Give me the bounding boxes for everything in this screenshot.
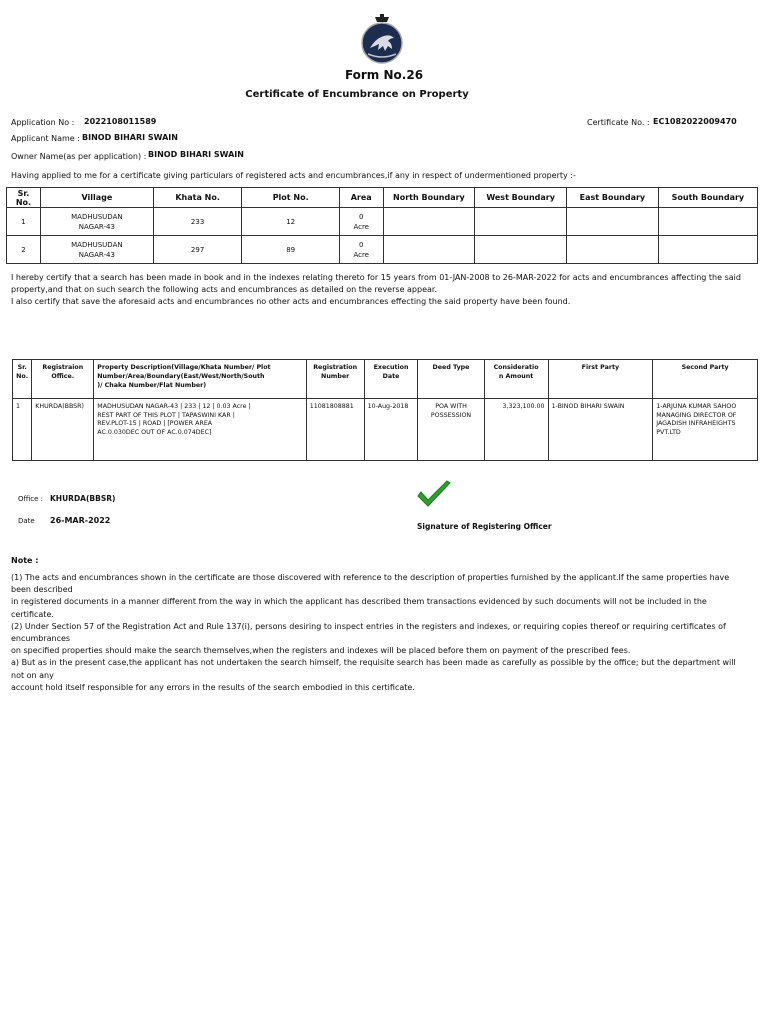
header-line: Property Description(Village/Khata Number/ Plot <box>97 364 271 371</box>
date-label: Date <box>18 517 35 525</box>
cell-sr: 1 <box>13 399 32 461</box>
note-line: on specified properties should make the search themselves,when the registers and indexes will be placed before them on payment of the prescribed fees. <box>11 646 631 656</box>
col-east-boundary: East Boundary <box>567 188 659 208</box>
application-no: 2022108011589 <box>84 117 157 126</box>
header-line: Deed Type <box>432 364 470 371</box>
col-west-boundary: West Boundary <box>475 188 567 208</box>
col-area: Area <box>339 188 383 208</box>
header-line: First Party <box>581 364 620 371</box>
application-no-label: Application No : <box>11 118 75 127</box>
office-value: KHURDA(BBSR) <box>50 494 116 503</box>
area-value: 0 <box>358 240 364 249</box>
col-sr-no: Sr. No. <box>7 188 41 208</box>
cell-office: KHURDA(BBSR) <box>32 399 94 461</box>
note-line: account hold itself responsible for any errors in the results of the search embodied in this certificate. <box>11 682 415 692</box>
second-party-line: 1-ARJUNA KUMAR SAHOO <box>656 403 737 410</box>
property-table <box>6 187 758 264</box>
area-value: 0 <box>358 212 364 221</box>
header-line: Number <box>321 373 350 380</box>
header-line: No. <box>16 373 29 380</box>
property-table-header <box>7 188 758 208</box>
table-row <box>13 399 758 461</box>
deed-line: POA WITH <box>435 403 467 410</box>
cell-deed-type <box>418 399 484 461</box>
description-line: REST PART OF THIS PLOT | TAPASWINI KAR | <box>97 411 235 419</box>
encumbrance-table-header <box>13 360 758 399</box>
col-plot-no: Plot No. <box>242 188 339 208</box>
intro-text: Having applied to me for a certificate giving particulars of registered acts and encumbrances,if any in respect of undermentioned property :- <box>11 171 576 180</box>
description-line: MADHUSUDAN NAGAR-43 | 233 | 12 | 0.03 Acre | <box>97 403 251 410</box>
cell-west <box>475 208 567 236</box>
header-line: Registraion <box>42 364 84 371</box>
area-unit: Acre <box>353 222 369 231</box>
second-party-line: JAGADISH INFRAHEIGHTS <box>656 420 736 427</box>
cell-description <box>94 399 306 461</box>
cell-plot: 12 <box>242 208 339 236</box>
description-line: AC.0.030DEC OUT OF AC.0.074DEC] <box>97 428 212 436</box>
col-village: Village <box>40 188 153 208</box>
col-consideration-amount <box>484 360 548 399</box>
checkmark-icon <box>416 480 452 510</box>
col-khata-no: Khata No. <box>153 188 242 208</box>
cell-first-party: 1-BINOD BIHARI SWAIN <box>548 399 653 461</box>
village-line: NAGAR-43 <box>78 222 115 231</box>
table-row <box>7 236 758 264</box>
cell-khata: 233 <box>153 208 242 236</box>
description-line: REV.PLOT-15 | ROAD | [POWER AREA <box>97 420 213 427</box>
cell-north <box>383 236 475 264</box>
cell-khata: 297 <box>153 236 242 264</box>
owner-name-label: Owner Name(as per application) : <box>11 152 147 161</box>
certify-line: property,and that on such search the following acts and encumbrances as detailed on the reverse appear. <box>11 285 438 294</box>
date-value: 26-MAR-2022 <box>50 516 111 525</box>
header-line: Second Party <box>681 364 729 371</box>
cell-second-party <box>653 399 758 461</box>
cell-village <box>40 236 153 264</box>
col-north-boundary: North Boundary <box>383 188 475 208</box>
header-line: Office. <box>51 373 75 380</box>
header-line: Execution <box>373 364 409 371</box>
village-line: MADHUSUDAN <box>71 240 123 249</box>
certification-text <box>11 272 741 308</box>
col-south-boundary: South Boundary <box>658 188 757 208</box>
header-line: n Amount <box>498 373 534 380</box>
certify-line: I hereby certify that a search has been made in book and in the indexes relating thereto for 15 years from 01-JAN-2008 to 26-MAR-2022 for acts and encumbrances affecting the said <box>11 273 741 282</box>
cell-sr: 2 <box>7 236 41 264</box>
cell-area <box>339 208 383 236</box>
owner-name: BINOD BIHARI SWAIN <box>148 150 244 159</box>
cell-village <box>40 208 153 236</box>
col-execution-date <box>364 360 418 399</box>
header-line: Number/Area/Boundary(East/West/North/South <box>97 373 265 380</box>
cell-east <box>567 236 659 264</box>
col-property-description <box>94 360 306 399</box>
cell-south <box>658 208 757 236</box>
note-heading: Note : <box>11 556 39 565</box>
note-line: a) But as in the present case,the applicant has not undertaken the search himself, the requisite search has been made as carefully as possible by the office; but the department will not on any <box>11 658 736 680</box>
cell-registration-number: 11081808881 <box>306 399 364 461</box>
certificate-title: Certificate of Encumbrance on Property <box>245 89 469 100</box>
encumbrance-table <box>12 359 758 461</box>
col-first-party <box>548 360 653 399</box>
signature-label: Signature of Registering Officer <box>417 522 552 531</box>
note-line: (1) The acts and encumbrances shown in the certificate are those discovered with reference to the description of properties furnished by the applicant.If the same properties have been described <box>11 573 730 595</box>
note-line: (2) Under Section 57 of the Registration Act and Rule 137(i), persons desiring to inspect entries in the registers and indexes, or requiring copies thereof or requiring certificates of encumbrances <box>11 621 726 644</box>
cell-execution-date: 10-Aug-2018 <box>364 399 418 461</box>
office-label: Office : <box>18 495 44 503</box>
state-emblem-logo <box>358 14 406 64</box>
col-registration-office <box>32 360 94 399</box>
second-party-line: MANAGING DIRECTOR OF <box>656 411 737 419</box>
header-line: Consideratio <box>493 364 539 371</box>
second-party-line: PVT.LTD <box>656 428 681 436</box>
certificate-no: EC1082022009470 <box>653 117 737 126</box>
certify-line: I also certify that save the aforesaid acts and encumbrances no other acts and encumbrances effecting the said property have been found. <box>11 297 571 306</box>
col-deed-type <box>418 360 484 399</box>
cell-sr: 1 <box>7 208 41 236</box>
cell-plot: 89 <box>242 236 339 264</box>
cell-south <box>658 236 757 264</box>
village-line: MADHUSUDAN <box>71 212 123 221</box>
note-line: in registered documents in a manner different from the way in which the applicant has described them transactions evidenced by such documents will not be included in the certificate. <box>11 597 707 619</box>
col-registration-number <box>306 360 364 399</box>
deed-line: POSSESSION <box>430 411 472 419</box>
header-line: Sr. <box>17 364 27 371</box>
cell-east <box>567 208 659 236</box>
cell-west <box>475 236 567 264</box>
header-line: )/ Chaka Number/Flat Number) <box>97 382 207 389</box>
table-row <box>7 208 758 236</box>
col-sr <box>13 360 32 399</box>
applicant-name: BINOD BIHARI SWAIN <box>82 133 178 142</box>
cell-area <box>339 236 383 264</box>
certificate-no-label: Certificate No. : <box>587 118 650 127</box>
cell-consideration: 3,323,100.00 <box>484 399 548 461</box>
header-line: Date <box>382 373 400 380</box>
col-second-party <box>653 360 758 399</box>
cell-north <box>383 208 475 236</box>
applicant-name-label: Applicant Name : <box>11 134 80 143</box>
header-line: Registration <box>313 364 358 371</box>
form-number: Form No.26 <box>344 68 424 82</box>
notes-text <box>11 572 751 694</box>
area-unit: Acre <box>353 250 369 259</box>
village-line: NAGAR-43 <box>78 250 115 259</box>
